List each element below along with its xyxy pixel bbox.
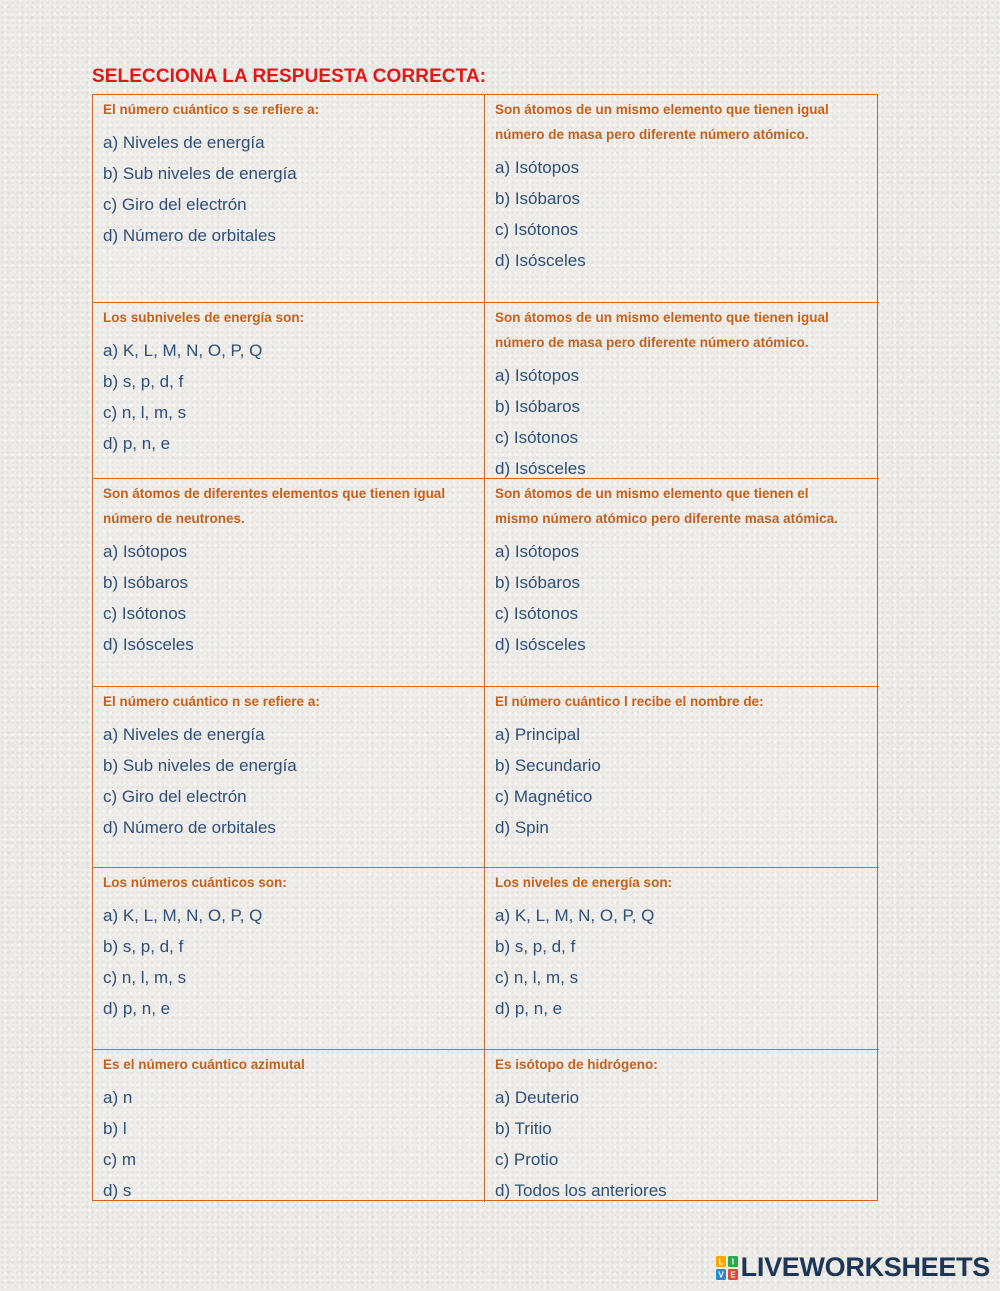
question-text: Es el número cuántico azimutal xyxy=(103,1057,305,1072)
answer-option[interactable]: c) n, l, m, s xyxy=(103,968,187,987)
question-text: Es isótopo de hidrógeno: xyxy=(495,1057,658,1072)
question-cell xyxy=(485,868,879,1050)
answer-option[interactable]: a) Isótopos xyxy=(495,158,580,177)
answer-option[interactable]: d) Spin xyxy=(495,818,549,837)
svg-text:V: V xyxy=(718,1270,724,1280)
answer-options xyxy=(103,1082,476,1202)
page-title: SELECCIONA LA RESPUESTA CORRECTA: xyxy=(92,66,487,87)
answer-option[interactable]: c) Isótonos xyxy=(495,220,579,239)
answer-option[interactable]: a) Principal xyxy=(495,725,581,744)
question-grid xyxy=(92,94,878,1201)
answer-options xyxy=(495,1082,871,1202)
question-text: El número cuántico s se refiere a: xyxy=(103,102,320,117)
liveworksheets-logo xyxy=(716,1252,990,1283)
answer-options xyxy=(495,536,871,660)
question-text: Los números cuánticos son: xyxy=(103,875,287,890)
answer-options xyxy=(495,719,871,843)
svg-text:L: L xyxy=(718,1257,724,1267)
question-text: Los niveles de energía son: xyxy=(495,875,673,890)
answer-option[interactable]: d) Todos los anteriores xyxy=(495,1181,667,1200)
answer-option[interactable]: a) Niveles de energía xyxy=(103,725,265,744)
answer-option[interactable]: c) Giro del electrón xyxy=(103,195,247,214)
question-cell xyxy=(93,868,485,1050)
question-text: Son átomos de un mismo elemento que tienen igual número de masa pero diferente número atómico. xyxy=(495,310,829,350)
answer-options xyxy=(103,335,476,459)
question-cell xyxy=(93,303,485,479)
answer-option[interactable]: d) Isósceles xyxy=(103,635,194,654)
answer-option[interactable]: d) Número de orbitales xyxy=(103,818,276,837)
question-cell xyxy=(93,1050,485,1202)
answer-options xyxy=(103,719,476,843)
question-cell xyxy=(485,1050,879,1202)
question-cell xyxy=(485,303,879,479)
svg-text:I: I xyxy=(731,1257,734,1267)
answer-option[interactable]: c) m xyxy=(103,1150,137,1169)
answer-option[interactable]: c) Isótonos xyxy=(495,428,579,447)
answer-options xyxy=(495,152,871,276)
answer-option[interactable]: a) n xyxy=(103,1088,133,1107)
answer-option[interactable]: b) s, p, d, f xyxy=(495,937,576,956)
answer-option[interactable]: b) Tritio xyxy=(495,1119,552,1138)
answer-option[interactable]: d) Isósceles xyxy=(495,635,586,654)
answer-option[interactable]: d) Isósceles xyxy=(495,251,586,270)
answer-option[interactable]: a) Isótopos xyxy=(495,366,580,385)
question-cell xyxy=(93,687,485,868)
answer-option[interactable]: b) Isóbaros xyxy=(495,397,581,416)
question-cell xyxy=(485,479,879,687)
question-text: El número cuántico l recibe el nombre de: xyxy=(495,694,764,709)
answer-option[interactable]: b) Isóbaros xyxy=(495,573,581,592)
question-text: Son átomos de un mismo elemento que tienen igual número de masa pero diferente número atómico. xyxy=(495,102,829,142)
question-text: Son átomos de un mismo elemento que tienen el mismo número atómico pero diferente masa atómica. xyxy=(495,486,838,526)
answer-option[interactable]: d) p, n, e xyxy=(103,999,171,1018)
question-cell xyxy=(93,95,485,303)
question-text: Son átomos de diferentes elementos que tienen igual número de neutrones. xyxy=(103,486,446,526)
answer-option[interactable]: d) s xyxy=(103,1181,132,1200)
answer-option[interactable]: d) p, n, e xyxy=(495,999,563,1018)
answer-option[interactable]: c) Isótonos xyxy=(495,604,579,623)
answer-option[interactable]: a) K, L, M, N, O, P, Q xyxy=(495,906,655,925)
answer-options xyxy=(103,536,476,660)
answer-option[interactable]: a) K, L, M, N, O, P, Q xyxy=(103,341,263,360)
answer-option[interactable]: d) p, n, e xyxy=(103,434,171,453)
answer-option[interactable]: b) s, p, d, f xyxy=(103,937,184,956)
answer-option[interactable]: b) Isóbaros xyxy=(495,189,581,208)
question-cell xyxy=(485,95,879,303)
answer-option[interactable]: a) Deuterio xyxy=(495,1088,580,1107)
svg-text:E: E xyxy=(730,1270,736,1280)
answer-option[interactable]: b) Sub niveles de energía xyxy=(103,756,297,775)
answer-options xyxy=(103,127,476,251)
answer-option[interactable]: a) Isótopos xyxy=(103,542,188,561)
answer-option[interactable]: a) Isótopos xyxy=(495,542,580,561)
answer-option[interactable]: b) Isóbaros xyxy=(103,573,189,592)
liveworksheets-logo-icon xyxy=(716,1256,738,1280)
answer-option[interactable]: c) Magnético xyxy=(495,787,593,806)
question-text: Los subniveles de energía son: xyxy=(103,310,305,325)
liveworksheets-logo-text: LIVEWORKSHEETS xyxy=(740,1252,990,1282)
question-cell xyxy=(485,687,879,868)
answer-option[interactable]: b) s, p, d, f xyxy=(103,372,184,391)
answer-option[interactable]: c) n, l, m, s xyxy=(103,403,187,422)
answer-option[interactable]: b) l xyxy=(103,1119,127,1138)
answer-option[interactable]: a) Niveles de energía xyxy=(103,133,265,152)
answer-options xyxy=(495,900,871,1024)
answer-options xyxy=(495,360,871,479)
answer-option[interactable]: b) Secundario xyxy=(495,756,601,775)
answer-option[interactable]: c) Isótonos xyxy=(103,604,187,623)
answer-option[interactable]: c) n, l, m, s xyxy=(495,968,579,987)
answer-option[interactable]: d) Isósceles xyxy=(495,459,586,478)
answer-option[interactable]: a) K, L, M, N, O, P, Q xyxy=(103,906,263,925)
question-text: El número cuántico n se refiere a: xyxy=(103,694,320,709)
answer-option[interactable]: d) Número de orbitales xyxy=(103,226,276,245)
answer-options xyxy=(103,900,476,1024)
answer-option[interactable]: c) Protio xyxy=(495,1150,559,1169)
answer-option[interactable]: c) Giro del electrón xyxy=(103,787,247,806)
question-cell xyxy=(93,479,485,687)
answer-option[interactable]: b) Sub niveles de energía xyxy=(103,164,297,183)
